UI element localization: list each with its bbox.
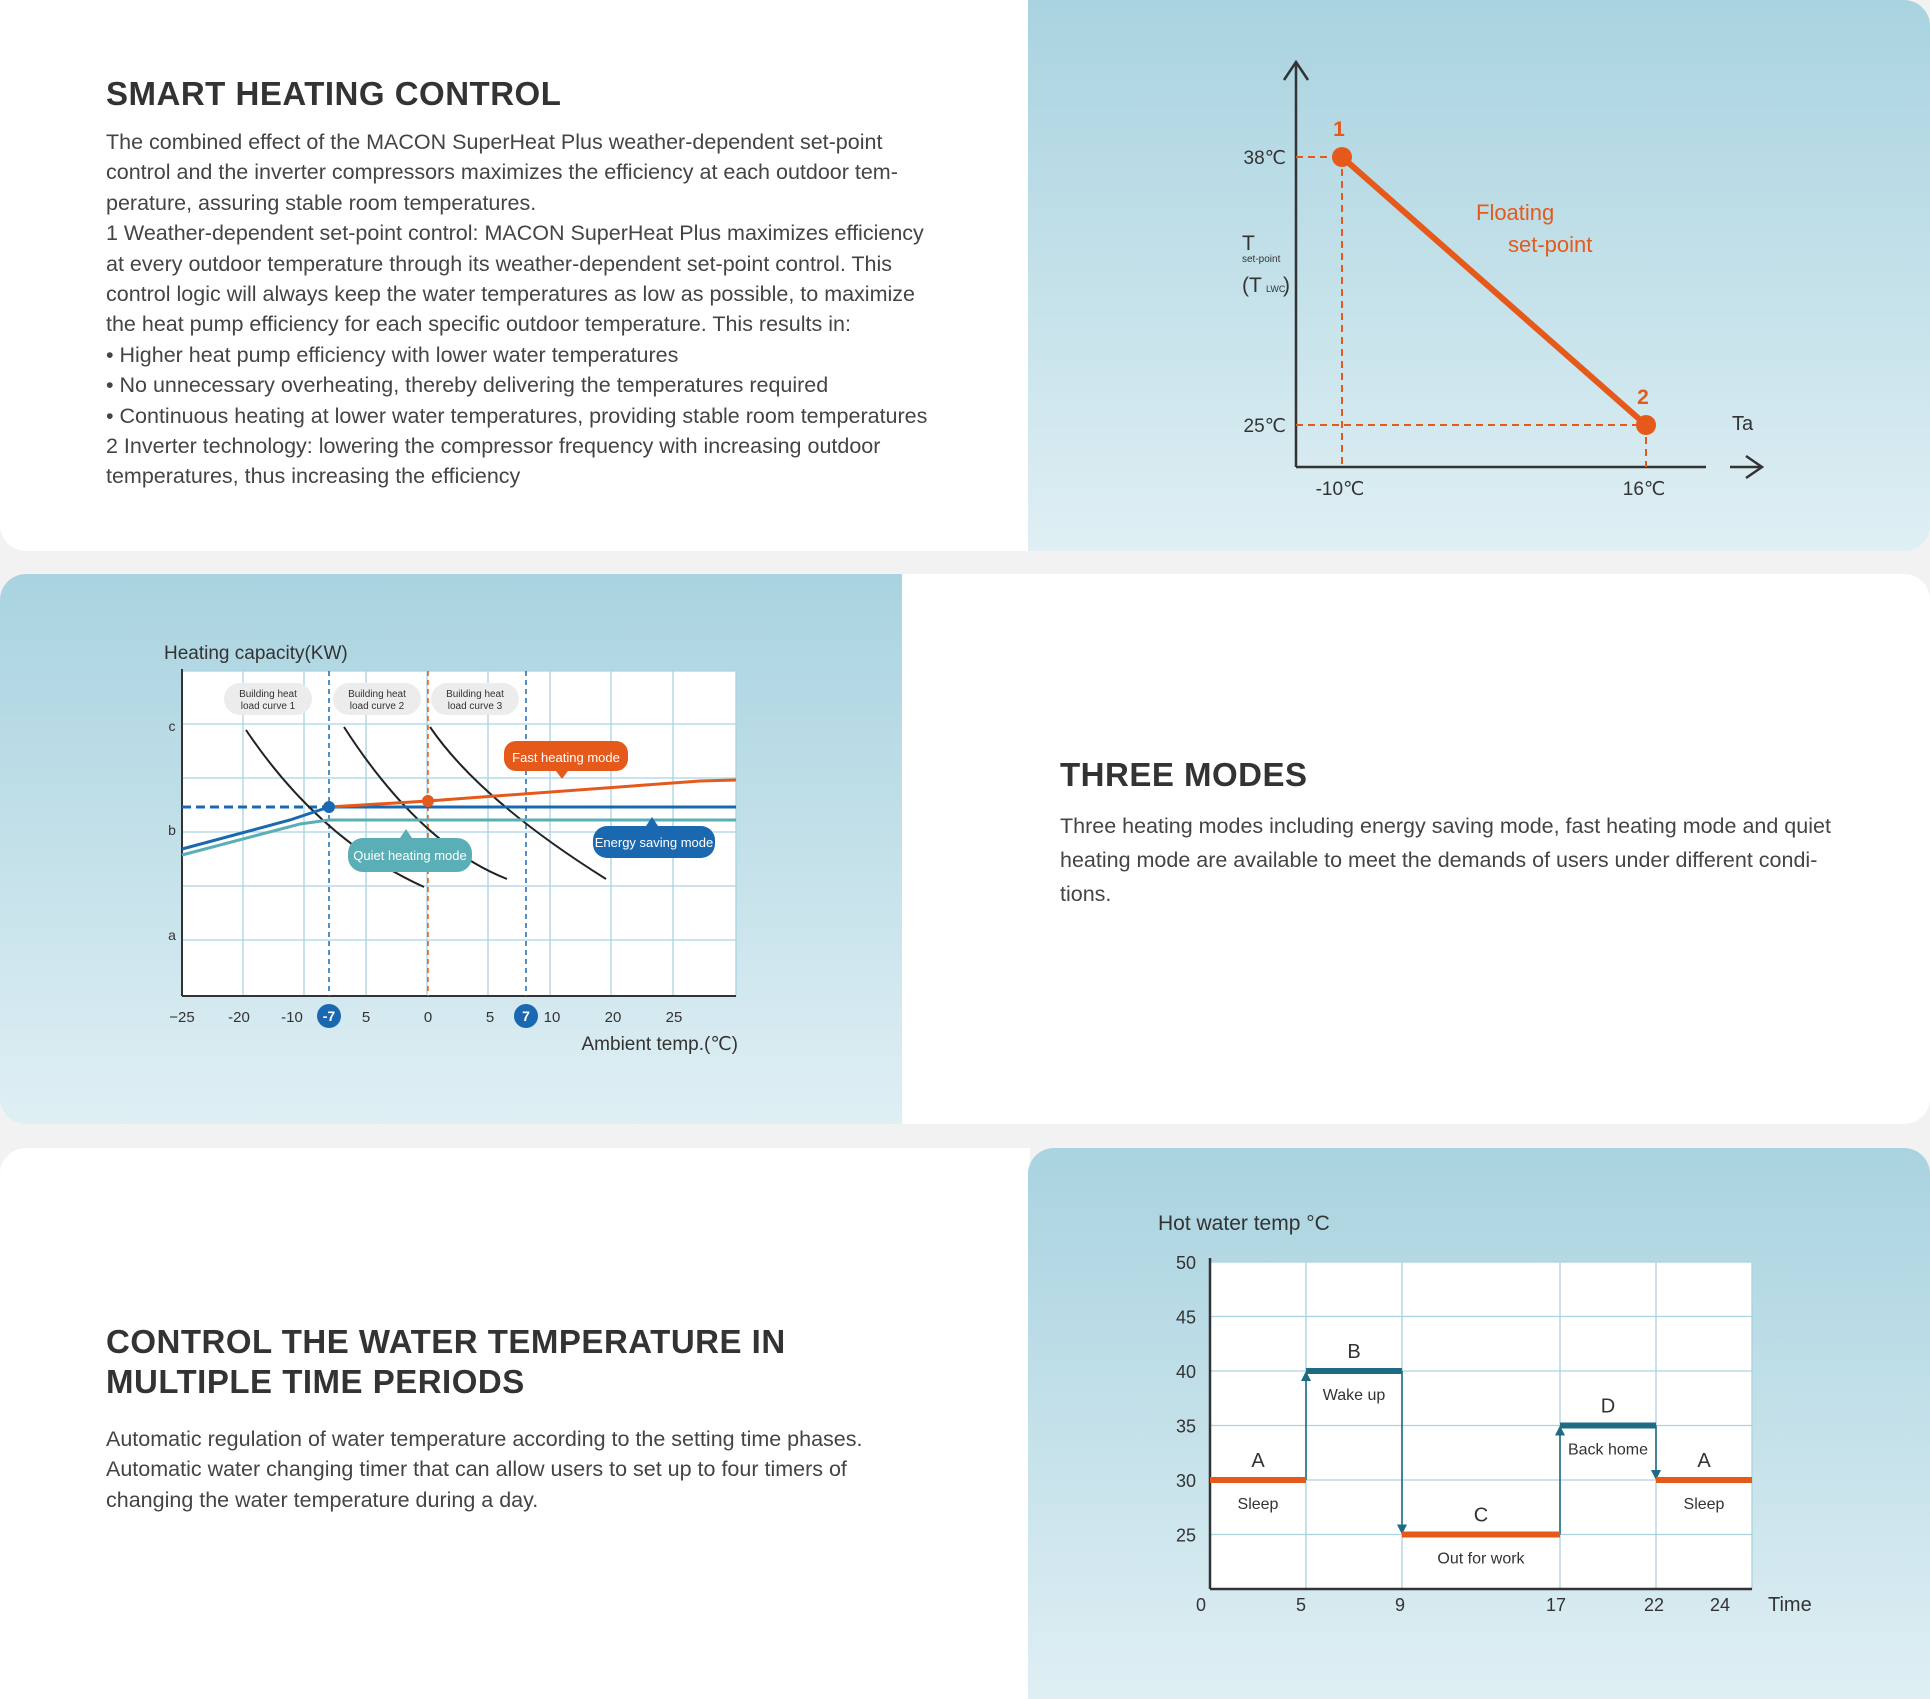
body-line: at every outdoor temperature through its weather-dependent set-point control. This (106, 251, 892, 276)
body-line: Three heating modes including energy saving mode, fast heating mode and quiet (1060, 814, 1831, 838)
x-tick-label: 10 (543, 1009, 561, 1026)
point-label: 2 (1637, 386, 1649, 409)
y-tick-label: 25 (1175, 1525, 1196, 1546)
y-tick-label: 40 (1175, 1362, 1196, 1382)
body-line: changing the water temperature during a day. (106, 1487, 539, 1512)
segment-label: Sleep (1683, 1496, 1725, 1513)
body-line: The combined effect of the MACON SuperHeat Plus weather-dependent set-point (106, 130, 883, 154)
quiet-heating-callout: Quiet heating mode (353, 848, 467, 863)
load-curve-label: load curve 2 (349, 701, 405, 712)
x-tick-label: -20 (228, 1009, 250, 1026)
section-title-water-temp (106, 1322, 786, 1402)
segment-label: Wake up (1322, 1387, 1386, 1404)
y-axis-label: Hot water temp °C (1158, 1212, 1330, 1235)
series-label: Floating (1476, 200, 1555, 225)
y-tick-label: 50 (1175, 1253, 1196, 1273)
load-curve-label: Building heat (239, 689, 297, 700)
section-body-water-temp (106, 1424, 863, 1515)
body-line: perature, assuring stable room temperatures. (106, 190, 537, 215)
x-tick-label: 0 (423, 1009, 433, 1026)
segment-letter: C (1473, 1504, 1489, 1527)
x-tick-label: 5 (361, 1009, 371, 1026)
title-line: MULTIPLE TIME PERIODS (106, 1363, 525, 1400)
intersection-point-1 (323, 801, 335, 813)
x-tick-label: 5 (485, 1009, 495, 1026)
x-tick-label: -10℃ (1315, 479, 1365, 500)
x-tick-label: 22 (1643, 1595, 1665, 1615)
x-tick-label: 17 (1545, 1595, 1567, 1615)
body-line: 1 Weather-dependent set-point control: MACON SuperHeat Plus maximizes efficiency (106, 221, 924, 246)
section-body-three-modes (1060, 809, 1831, 911)
body-line: 2 Inverter technology: lowering the compressor frequency with increasing outdoor (106, 434, 881, 459)
body-line: control and the inverter compressors maximizes the efficiency at each outdoor tem- (106, 160, 898, 185)
body-line: • Continuous heating at lower water temperatures, providing stable room temperatures (106, 403, 928, 428)
y-axis-label: Heating capacity(KW) (164, 643, 348, 664)
x-tick-label: 16℃ (1622, 479, 1666, 500)
segment-letter: A (1251, 1450, 1265, 1472)
point-2 (1636, 415, 1656, 435)
load-curve-label: Building heat (446, 689, 504, 700)
setpoint-line (1342, 157, 1646, 425)
energy-saving-callout: Energy saving mode (594, 835, 714, 850)
y-tick-label: c (168, 718, 176, 734)
intersection-point-2 (422, 795, 434, 807)
x-tick-label: 20 (604, 1009, 622, 1026)
body-line: Automatic regulation of water temperature according to the setting time phases. (106, 1427, 863, 1451)
section-title-smart-heating: SMART HEATING CONTROL (106, 75, 562, 112)
body-line: • Higher heat pump efficiency with lower water temperatures (106, 342, 679, 367)
x-tick-label: 5 (1295, 1595, 1307, 1615)
body-line: heating mode are available to meet the demands of users under different condi- (1060, 848, 1818, 872)
y-axis-label-sub: set-point (1242, 254, 1281, 265)
x-axis-label: Time (1768, 1594, 1812, 1616)
x-tick-label: 9 (1394, 1595, 1406, 1615)
hot-water-temp-chart (1140, 1190, 1840, 1630)
section-body-smart-heating (106, 127, 927, 492)
y-tick-label: 25℃ (1243, 416, 1286, 437)
load-curve-label: Building heat (348, 689, 406, 700)
x-tick-label: −25 (169, 1009, 195, 1026)
x-axis-label: Ta (1732, 413, 1754, 435)
y-axis-label-paren: (T (1242, 274, 1262, 297)
point-label: 1 (1333, 118, 1345, 141)
y-axis-label-paren-close: ) (1283, 274, 1290, 297)
load-curve-label: load curve 3 (447, 701, 503, 712)
segment-label: Out for work (1437, 1550, 1525, 1568)
highlight-tick-label: 7 (522, 1008, 530, 1024)
highlight-tick-label: -7 (322, 1008, 336, 1024)
body-line: the heat pump efficiency for each specific outdoor temperature. This results in: (106, 312, 851, 337)
section-title-three-modes: THREE MODES (1060, 756, 1308, 793)
y-tick-label: 30 (1175, 1471, 1196, 1491)
y-axis-label: T (1242, 232, 1255, 255)
y-tick-label: 35 (1175, 1416, 1196, 1437)
y-tick-label: 45 (1175, 1307, 1196, 1328)
segment-letter: D (1600, 1395, 1616, 1418)
body-line: • No unnecessary overheating, thereby delivering the temperatures required (106, 373, 829, 398)
series-label: set-point (1508, 232, 1593, 257)
x-tick-label: 24 (1709, 1595, 1731, 1615)
fast-heating-callout: Fast heating mode (512, 750, 620, 765)
segment-letter: B (1347, 1341, 1361, 1363)
y-tick-label: b (168, 822, 176, 838)
segment-letter: A (1697, 1450, 1711, 1472)
y-tick-label: a (168, 927, 176, 943)
heating-capacity-chart (150, 630, 770, 1070)
segment-label: Back home (1567, 1441, 1649, 1459)
load-curve-label: load curve 1 (240, 701, 296, 712)
x-axis-label: Ambient temp.(℃) (581, 1034, 738, 1055)
x-tick-label: 25 (665, 1009, 683, 1026)
body-line: control logic will always keep the water temperatures as low as possible, to maximize (106, 282, 915, 307)
y-axis-label-paren-sub: LWC (1266, 284, 1286, 294)
y-tick-label: 38℃ (1243, 148, 1286, 169)
title-line: CONTROL THE WATER TEMPERATURE IN (106, 1323, 786, 1360)
body-line: tions. (1060, 882, 1112, 906)
body-line: temperatures, thus increasing the efficiency (106, 464, 521, 489)
x-tick-label: -10 (281, 1009, 303, 1026)
x-tick-label: 0 (1195, 1595, 1207, 1615)
segment-label: Sleep (1237, 1496, 1279, 1513)
setpoint-chart (1200, 40, 1900, 520)
body-line: Automatic water changing timer that can allow users to set up to four timers of (106, 1457, 847, 1482)
point-1 (1332, 147, 1352, 167)
